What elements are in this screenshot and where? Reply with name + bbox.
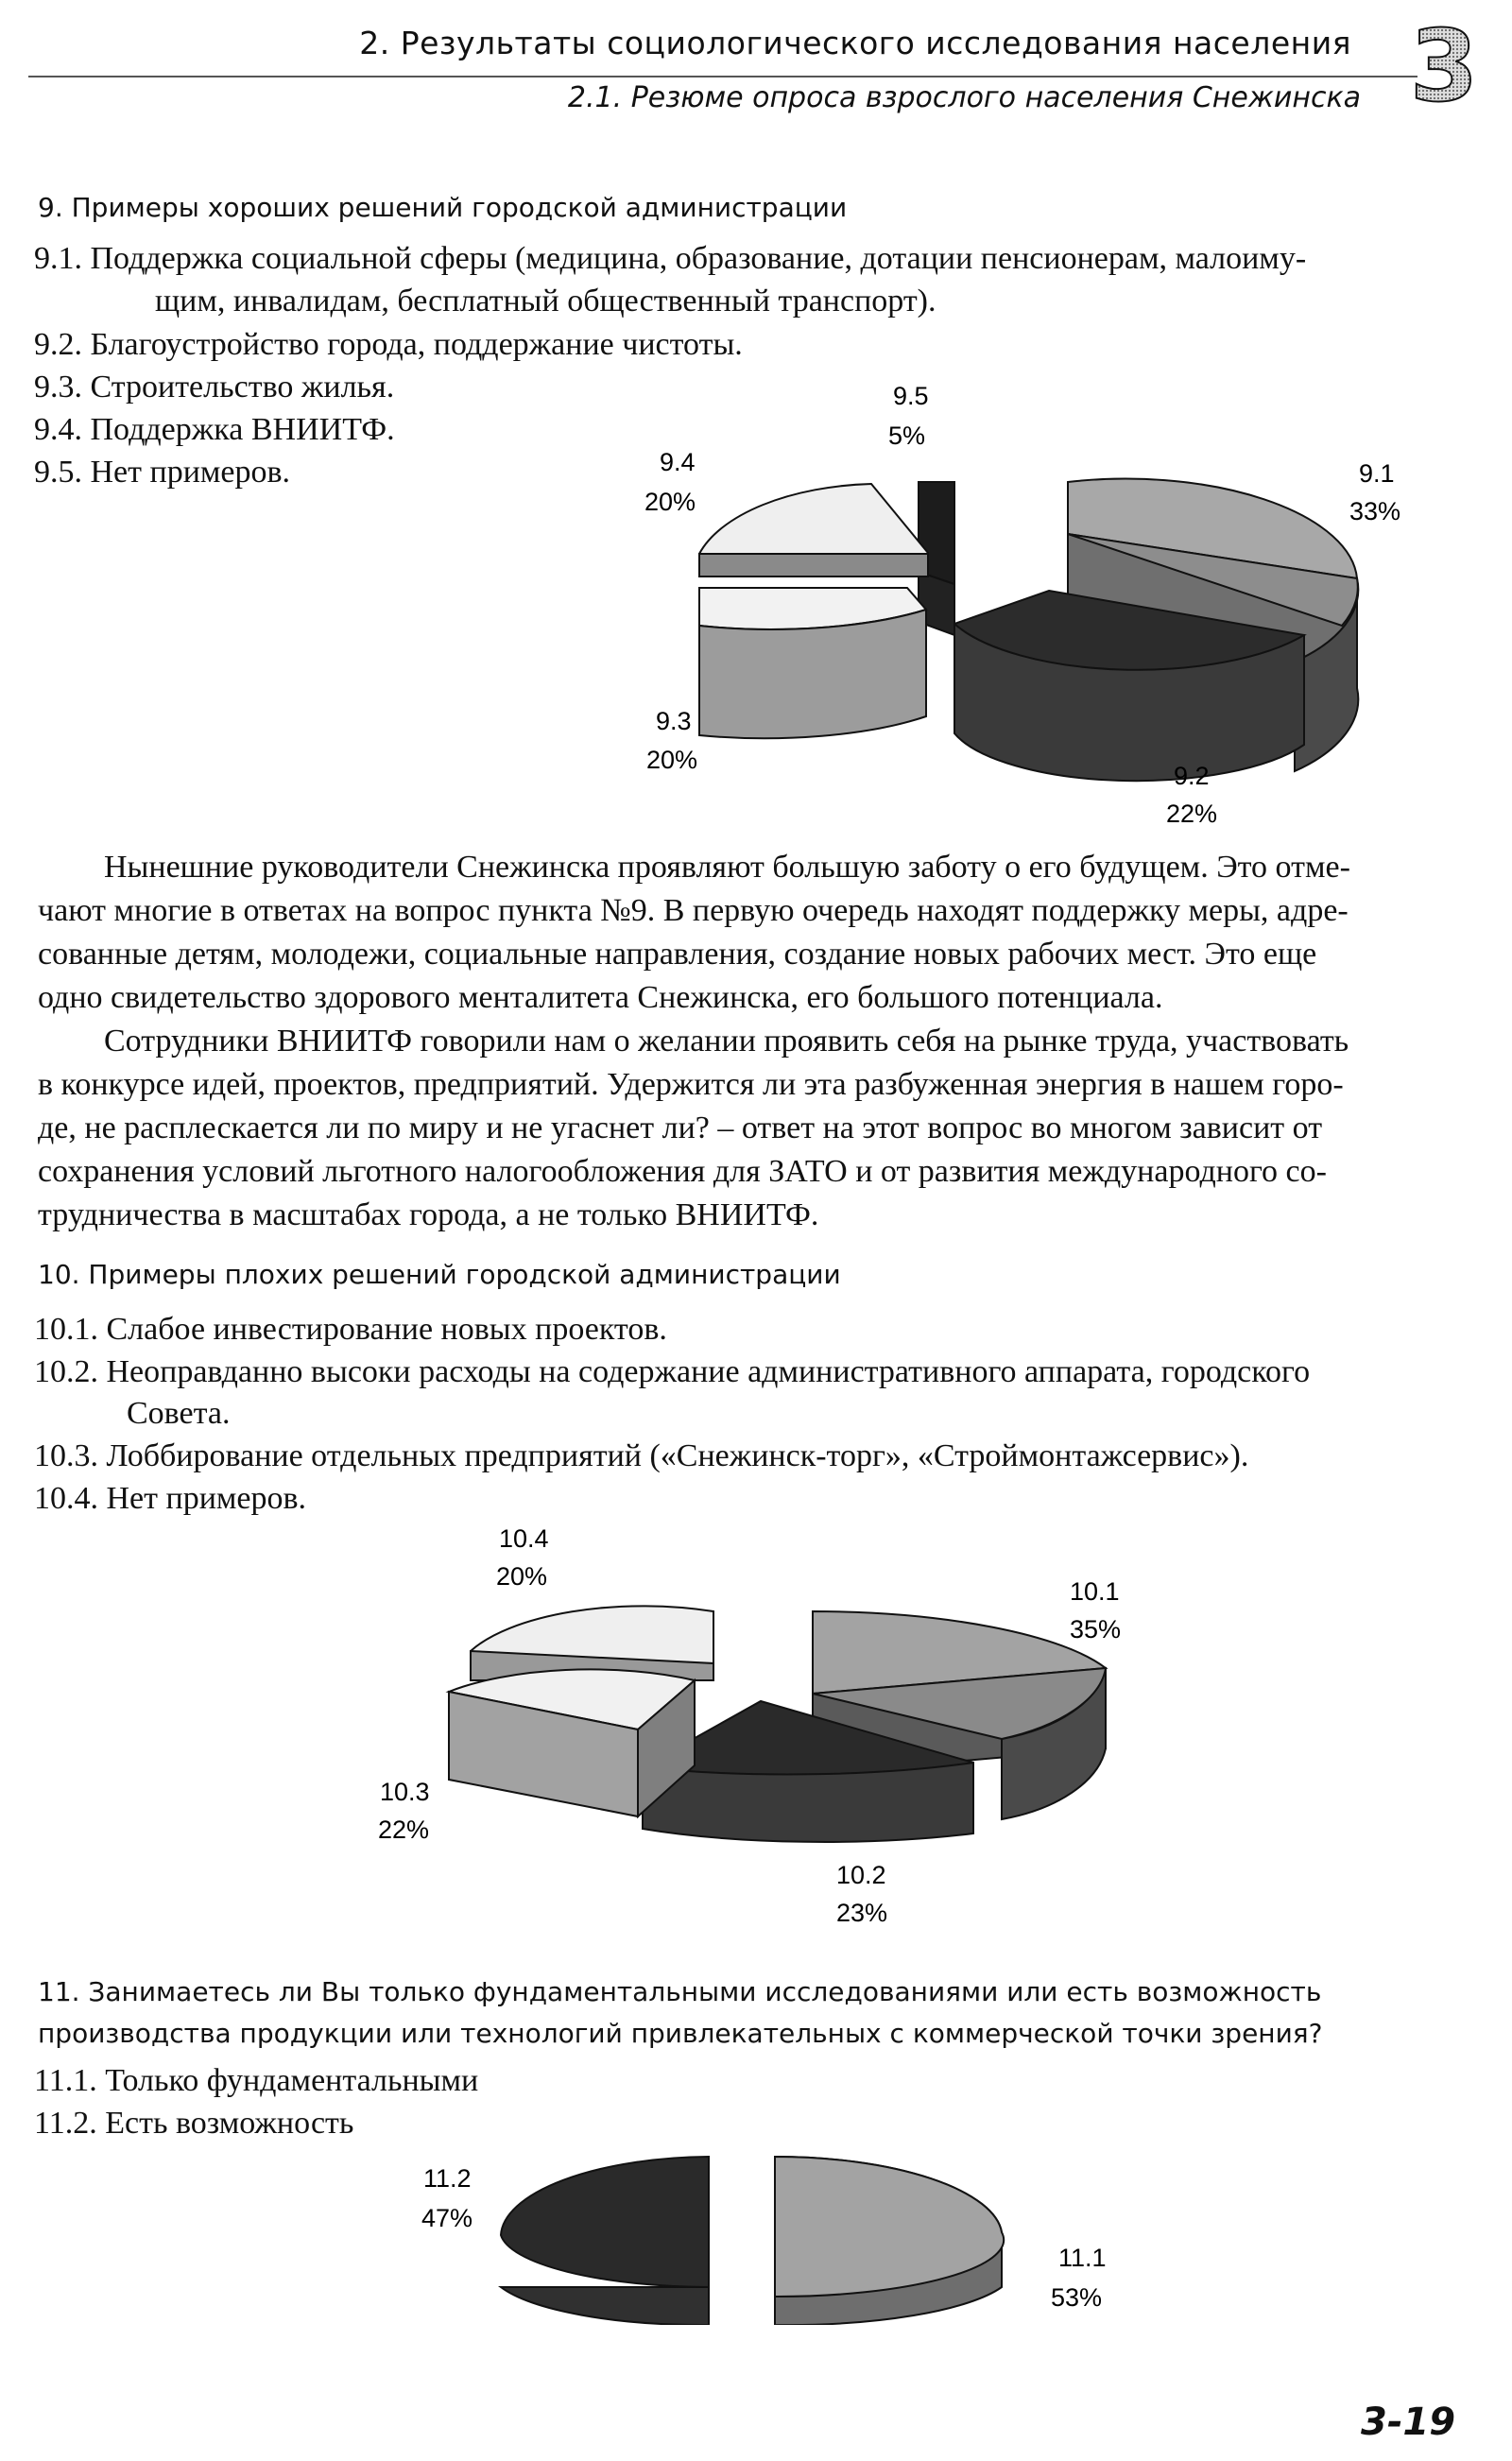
label-9-5-value: 5% (888, 422, 926, 450)
pie-chart-q9 (624, 378, 1436, 832)
pie-chart-q11 (397, 2145, 1172, 2325)
label-10-2-name: 10.2 (836, 1861, 886, 1889)
label-9-4-name: 9.4 (660, 448, 696, 476)
label-11-1-name: 11.1 (1058, 2244, 1107, 2272)
q10-item-2-cont: Совета. (127, 1396, 231, 1431)
q9-item-5: 9.5. Нет примеров. (34, 455, 291, 490)
label-9-4-value: 20% (644, 488, 696, 516)
section-header: 2. Результаты социологического исследования населения (359, 25, 1351, 61)
label-10-3-value: 22% (378, 1816, 430, 1844)
label-9-2-name: 9.2 (1174, 762, 1210, 790)
label-10-1-value: 35% (1070, 1615, 1122, 1644)
label-11-2-name: 11.2 (423, 2164, 472, 2193)
pie-slice-9-4 (699, 484, 928, 577)
q11-item-1: 11.1. Только фундаментальными (34, 2063, 479, 2098)
q11-title: 11. Занимаетесь ли Вы только фундаментальными исследованиями или есть возможность производства продукции или технологий привлекательных с коммерческой точки зрения? (38, 1976, 1323, 2049)
pie-slice-11-2 (501, 2157, 709, 2325)
header-divider (28, 76, 1418, 77)
label-10-1-name: 10.1 (1070, 1577, 1120, 1606)
label-9-3-name: 9.3 (656, 707, 692, 735)
label-10-3-name: 10.3 (380, 1778, 430, 1806)
label-10-4-name: 10.4 (499, 1524, 549, 1553)
q9-item-1-cont: щим, инвалидам, бесплатный общественный транспорт). (155, 284, 936, 318)
q9-item-4: 9.4. Поддержка ВНИИТФ. (34, 412, 395, 447)
q9-item-1 (34, 238, 1485, 280)
q10-title: 10. Примеры плохих решений городской администрации (38, 1259, 841, 1290)
label-11-2-value: 47% (421, 2204, 473, 2232)
paragraph-1: Нынешние руководители Снежинска проявляют большую заботу о его будущем. Это отме- чают многие в ответах на вопрос пункта №9. В первую очередь находят поддержку меры, адре- сованные детям, молодежи, социальные направления, создание новых рабочих мест. Это еще одно свидетельство здорового менталитета Снежинска, его большого потенциала. (38, 850, 1350, 1015)
label-11-1-value: 53% (1051, 2283, 1103, 2312)
label-9-5-name: 9.5 (893, 382, 929, 410)
page-number: 3-19 (1361, 2401, 1456, 2444)
pie-slice-10-3 (449, 1669, 695, 1816)
q9-item-1-num: 9.1. (34, 241, 82, 276)
q11-item-2: 11.2. Есть возможность (34, 2106, 354, 2141)
label-10-4-value: 20% (496, 1562, 548, 1591)
pie-slice-9-3 (699, 588, 926, 738)
pie-chart-q10 (359, 1522, 1191, 1937)
chapter-mark-glyph: 3 (1409, 17, 1479, 112)
chapter-mark-3-icon (1406, 17, 1482, 112)
label-9-3-value: 20% (646, 746, 698, 774)
q10-item-1: 10.1. Слабое инвестирование новых проектов. (34, 1312, 667, 1347)
q9-item-1-text: Поддержка социальной сферы (медицина, образование, дотации пенсионерам, малоиму- (90, 241, 1307, 276)
q9-item-2: 9.2. Благоустройство города, поддержание чистоты. (34, 327, 743, 362)
paragraph-2: Сотрудники ВНИИТФ говорили нам о желании проявить себя на рынке труда, участвовать в конкурсе идей, проектов, предприятий. Удержится ли эта разбуженная энергия в нашем горо- де, не расплескается ли по миру и не угаснет ли? – ответ на этот вопрос во многом зависит от сохранения условий льготного налогообложения для ЗАТО и от развития международного со- трудничества в масштабах города, а не только ВНИИТФ. (38, 1024, 1349, 1232)
q9-title: 9. Примеры хороших решений городской администрации (38, 192, 848, 223)
q9-item-3: 9.3. Строительство жилья. (34, 370, 395, 404)
label-10-2-value: 23% (836, 1899, 888, 1927)
q10-item-4: 10.4. Нет примеров. (34, 1481, 307, 1516)
q10-item-3: 10.3. Лоббирование отдельных предприятий («Снежинск-торг», «Строймонтажсервис»). (34, 1438, 1249, 1473)
pie-slice-11-1 (775, 2157, 1004, 2325)
label-9-1-name: 9.1 (1359, 459, 1395, 488)
label-9-1-value: 33% (1349, 497, 1401, 525)
subsection-header: 2.1. Резюме опроса взрослого населения Снежинска (567, 81, 1361, 114)
label-9-2-value: 22% (1166, 800, 1218, 828)
q10-item-2: 10.2. Неоправданно высоки расходы на содержание административного аппарата, городского (34, 1354, 1311, 1389)
